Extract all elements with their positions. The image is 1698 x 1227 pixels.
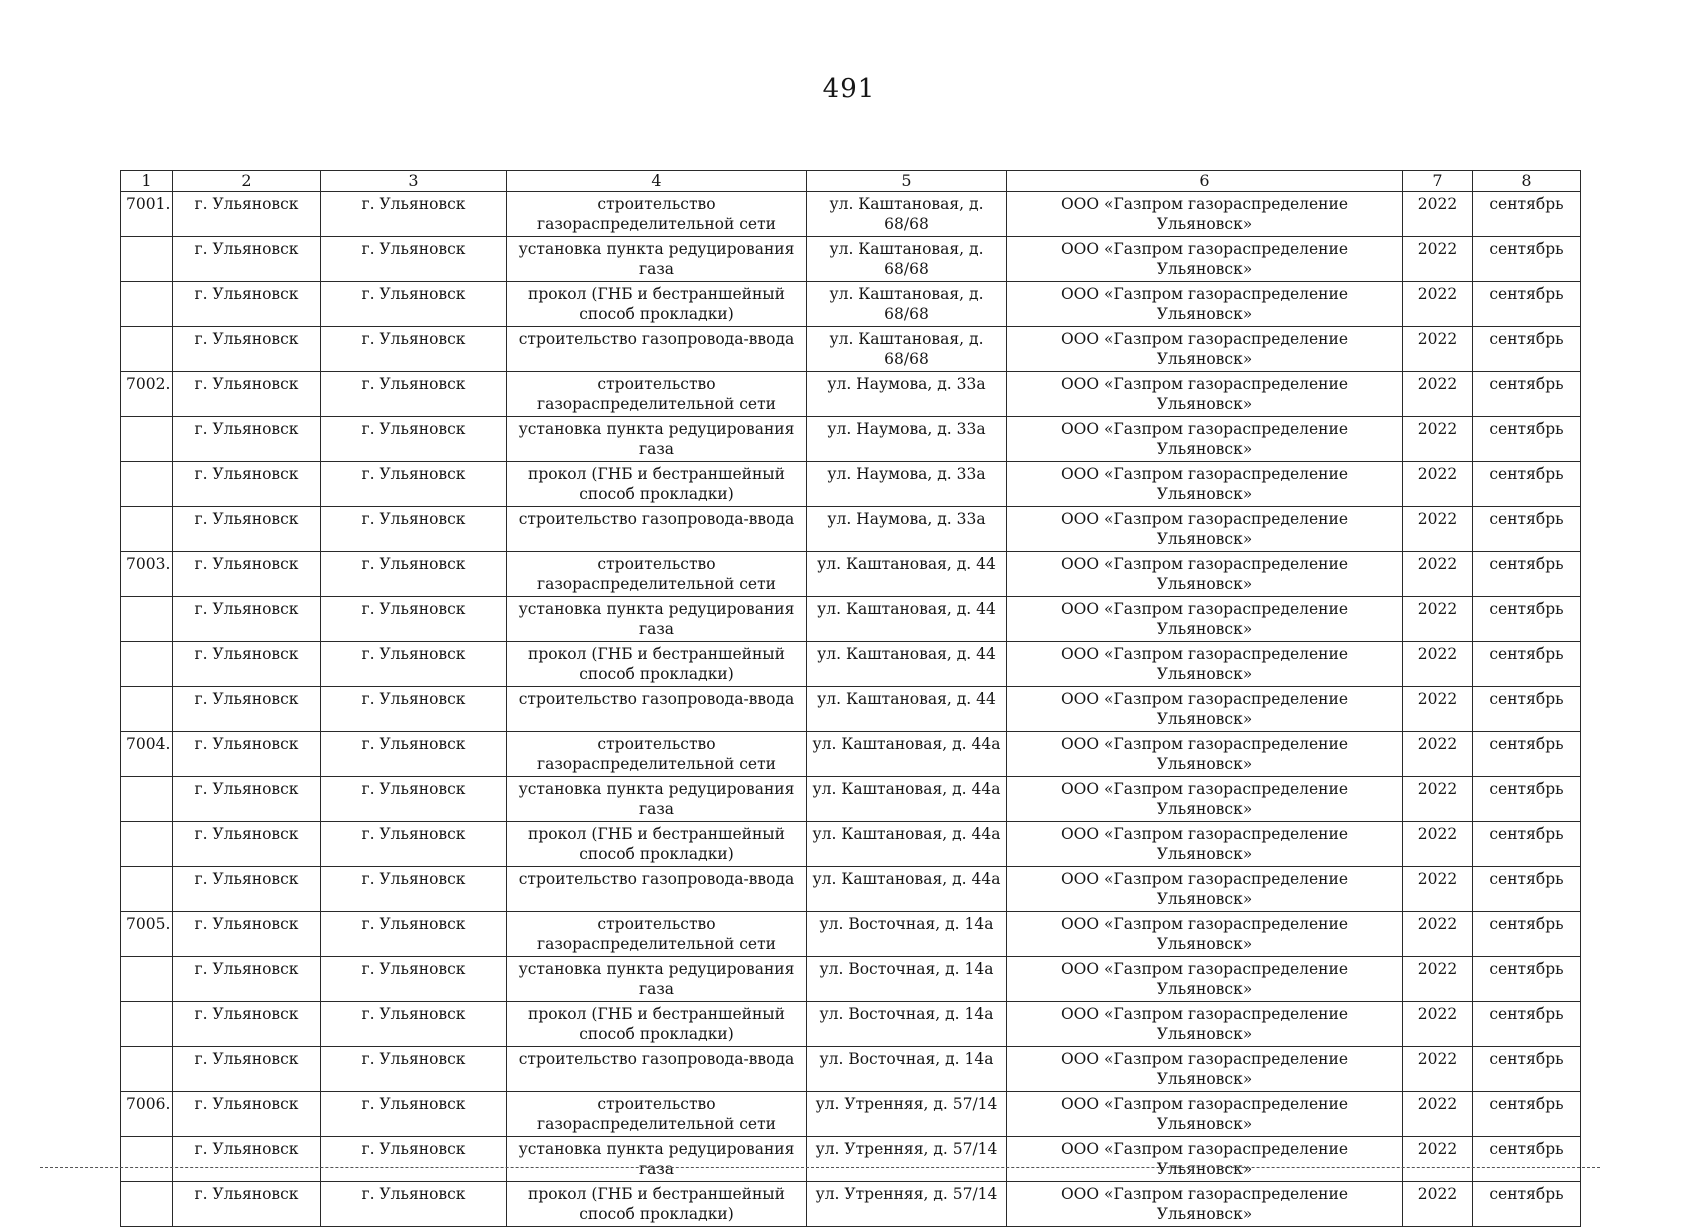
municipality-cell: г. Ульяновск [321, 822, 507, 867]
row-number [121, 687, 173, 732]
locality-cell: г. Ульяновск [173, 867, 321, 912]
row-number [121, 822, 173, 867]
municipality-cell: г. Ульяновск [321, 687, 507, 732]
table-row [121, 1182, 1581, 1227]
address-cell: ул. Каштановая, д. 44а [807, 777, 1007, 822]
organization-cell: ООО «Газпром газораспределение Ульяновск» [1007, 687, 1403, 732]
year-cell: 2022 [1403, 822, 1473, 867]
year-cell: 2022 [1403, 1047, 1473, 1092]
address-cell: ул. Восточная, д. 14а [807, 1002, 1007, 1047]
address-cell: ул. Утренняя, д. 57/14 [807, 1137, 1007, 1182]
month-cell: сентябрь [1473, 507, 1581, 552]
locality-cell: г. Ульяновск [173, 822, 321, 867]
year-cell: 2022 [1403, 372, 1473, 417]
month-cell: сентябрь [1473, 912, 1581, 957]
year-cell: 2022 [1403, 867, 1473, 912]
municipality-cell: г. Ульяновск [321, 957, 507, 1002]
organization-cell: ООО «Газпром газораспределение Ульяновск» [1007, 597, 1403, 642]
table-row [121, 867, 1581, 912]
work-type-cell: строительство газораспределительной сети [507, 1092, 807, 1137]
locality-cell: г. Ульяновск [173, 912, 321, 957]
year-cell: 2022 [1403, 597, 1473, 642]
locality-cell: г. Ульяновск [173, 777, 321, 822]
organization-cell: ООО «Газпром газораспределение Ульяновск» [1007, 1002, 1403, 1047]
municipality-cell: г. Ульяновск [321, 597, 507, 642]
row-number [121, 777, 173, 822]
row-number: 7006. [121, 1092, 173, 1137]
organization-cell: ООО «Газпром газораспределение Ульяновск» [1007, 912, 1403, 957]
month-cell: сентябрь [1473, 957, 1581, 1002]
locality-cell: г. Ульяновск [173, 552, 321, 597]
work-type-cell: строительство газораспределительной сети [507, 372, 807, 417]
row-number [121, 867, 173, 912]
locality-cell: г. Ульяновск [173, 1002, 321, 1047]
work-type-cell: прокол (ГНБ и бестраншейный способ прокладки) [507, 1002, 807, 1047]
address-cell: ул. Каштановая, д. 68/68 [807, 192, 1007, 237]
address-cell: ул. Каштановая, д. 44 [807, 597, 1007, 642]
table-row [121, 732, 1581, 777]
month-cell: сентябрь [1473, 1092, 1581, 1137]
page-bottom-rule [40, 1167, 1600, 1168]
table-row [121, 372, 1581, 417]
row-number [121, 597, 173, 642]
year-cell: 2022 [1403, 1092, 1473, 1137]
address-cell: ул. Наумова, д. 33а [807, 417, 1007, 462]
organization-cell: ООО «Газпром газораспределение Ульяновск» [1007, 327, 1403, 372]
locality-cell: г. Ульяновск [173, 417, 321, 462]
row-number [121, 417, 173, 462]
table-row [121, 912, 1581, 957]
table-row [121, 507, 1581, 552]
locality-cell: г. Ульяновск [173, 1047, 321, 1092]
work-type-cell: прокол (ГНБ и бестраншейный способ прокладки) [507, 462, 807, 507]
municipality-cell: г. Ульяновск [321, 507, 507, 552]
locality-cell: г. Ульяновск [173, 507, 321, 552]
address-cell: ул. Каштановая, д. 68/68 [807, 237, 1007, 282]
row-number: 7005. [121, 912, 173, 957]
organization-cell: ООО «Газпром газораспределение Ульяновск» [1007, 777, 1403, 822]
table-row [121, 822, 1581, 867]
month-cell: сентябрь [1473, 1047, 1581, 1092]
locality-cell: г. Ульяновск [173, 732, 321, 777]
municipality-cell: г. Ульяновск [321, 1092, 507, 1137]
work-type-cell: строительство газораспределительной сети [507, 912, 807, 957]
address-cell: ул. Восточная, д. 14а [807, 957, 1007, 1002]
locality-cell: г. Ульяновск [173, 1182, 321, 1227]
month-cell: сентябрь [1473, 732, 1581, 777]
municipality-cell: г. Ульяновск [321, 417, 507, 462]
row-number [121, 1182, 173, 1227]
table-row [121, 777, 1581, 822]
locality-cell: г. Ульяновск [173, 1137, 321, 1182]
organization-cell: ООО «Газпром газораспределение Ульяновск» [1007, 1137, 1403, 1182]
address-cell: ул. Наумова, д. 33а [807, 507, 1007, 552]
table-row [121, 462, 1581, 507]
column-header: 8 [1473, 171, 1581, 192]
organization-cell: ООО «Газпром газораспределение Ульяновск» [1007, 282, 1403, 327]
table-row [121, 597, 1581, 642]
municipality-cell: г. Ульяновск [321, 1047, 507, 1092]
year-cell: 2022 [1403, 1002, 1473, 1047]
work-type-cell: установка пункта редуцирования газа [507, 957, 807, 1002]
row-number: 7003. [121, 552, 173, 597]
month-cell: сентябрь [1473, 282, 1581, 327]
work-type-cell: строительство газопровода-ввода [507, 327, 807, 372]
work-type-cell: строительство газопровода-ввода [507, 687, 807, 732]
year-cell: 2022 [1403, 777, 1473, 822]
column-header: 6 [1007, 171, 1403, 192]
month-cell: сентябрь [1473, 417, 1581, 462]
year-cell: 2022 [1403, 192, 1473, 237]
municipality-cell: г. Ульяновск [321, 1002, 507, 1047]
row-number [121, 462, 173, 507]
address-cell: ул. Каштановая, д. 44а [807, 822, 1007, 867]
locality-cell: г. Ульяновск [173, 597, 321, 642]
row-number [121, 327, 173, 372]
address-cell: ул. Наумова, д. 33а [807, 372, 1007, 417]
year-cell: 2022 [1403, 687, 1473, 732]
column-header: 3 [321, 171, 507, 192]
organization-cell: ООО «Газпром газораспределение Ульяновск» [1007, 372, 1403, 417]
column-header: 7 [1403, 171, 1473, 192]
organization-cell: ООО «Газпром газораспределение Ульяновск» [1007, 552, 1403, 597]
work-type-cell: установка пункта редуцирования газа [507, 237, 807, 282]
work-type-cell: установка пункта редуцирования газа [507, 597, 807, 642]
year-cell: 2022 [1403, 282, 1473, 327]
table-body [121, 192, 1581, 1227]
address-cell: ул. Восточная, д. 14а [807, 1047, 1007, 1092]
locality-cell: г. Ульяновск [173, 372, 321, 417]
row-number: 7004. [121, 732, 173, 777]
work-type-cell: прокол (ГНБ и бестраншейный способ прокладки) [507, 282, 807, 327]
year-cell: 2022 [1403, 642, 1473, 687]
address-cell: ул. Каштановая, д. 44 [807, 552, 1007, 597]
month-cell: сентябрь [1473, 372, 1581, 417]
year-cell: 2022 [1403, 957, 1473, 1002]
month-cell: сентябрь [1473, 642, 1581, 687]
locality-cell: г. Ульяновск [173, 687, 321, 732]
month-cell: сентябрь [1473, 192, 1581, 237]
work-type-cell: прокол (ГНБ и бестраншейный способ прокладки) [507, 1182, 807, 1227]
municipality-cell: г. Ульяновск [321, 237, 507, 282]
column-header: 4 [507, 171, 807, 192]
municipality-cell: г. Ульяновск [321, 732, 507, 777]
row-number [121, 237, 173, 282]
municipality-cell: г. Ульяновск [321, 1182, 507, 1227]
organization-cell: ООО «Газпром газораспределение Ульяновск» [1007, 1047, 1403, 1092]
municipality-cell: г. Ульяновск [321, 912, 507, 957]
month-cell: сентябрь [1473, 597, 1581, 642]
month-cell: сентябрь [1473, 552, 1581, 597]
address-cell: ул. Утренняя, д. 57/14 [807, 1092, 1007, 1137]
column-header: 1 [121, 171, 173, 192]
work-type-cell: строительство газопровода-ввода [507, 507, 807, 552]
year-cell: 2022 [1403, 912, 1473, 957]
locality-cell: г. Ульяновск [173, 282, 321, 327]
month-cell: сентябрь [1473, 822, 1581, 867]
municipality-cell: г. Ульяновск [321, 867, 507, 912]
work-type-cell: установка пункта редуцирования газа [507, 1137, 807, 1182]
column-header: 2 [173, 171, 321, 192]
organization-cell: ООО «Газпром газораспределение Ульяновск» [1007, 867, 1403, 912]
organization-cell: ООО «Газпром газораспределение Ульяновск» [1007, 732, 1403, 777]
table-row [121, 642, 1581, 687]
table-row [121, 552, 1581, 597]
locality-cell: г. Ульяновск [173, 957, 321, 1002]
address-cell: ул. Наумова, д. 33а [807, 462, 1007, 507]
row-number [121, 1002, 173, 1047]
table-row [121, 192, 1581, 237]
column-header: 5 [807, 171, 1007, 192]
address-cell: ул. Восточная, д. 14а [807, 912, 1007, 957]
table-row [121, 1002, 1581, 1047]
organization-cell: ООО «Газпром газораспределение Ульяновск» [1007, 507, 1403, 552]
row-number [121, 1047, 173, 1092]
month-cell: сентябрь [1473, 327, 1581, 372]
organization-cell: ООО «Газпром газораспределение Ульяновск» [1007, 957, 1403, 1002]
row-number [121, 642, 173, 687]
work-type-cell: строительство газораспределительной сети [507, 192, 807, 237]
table-row [121, 957, 1581, 1002]
municipality-cell: г. Ульяновск [321, 552, 507, 597]
address-cell: ул. Каштановая, д. 44а [807, 732, 1007, 777]
work-type-cell: строительство газораспределительной сети [507, 552, 807, 597]
table-row [121, 1137, 1581, 1182]
work-type-cell: установка пункта редуцирования газа [507, 777, 807, 822]
table-row [121, 237, 1581, 282]
row-number [121, 957, 173, 1002]
organization-cell: ООО «Газпром газораспределение Ульяновск» [1007, 1092, 1403, 1137]
table-row [121, 687, 1581, 732]
work-type-cell: строительство газораспределительной сети [507, 732, 807, 777]
address-cell: ул. Каштановая, д. 68/68 [807, 282, 1007, 327]
work-type-cell: прокол (ГНБ и бестраншейный способ прокладки) [507, 822, 807, 867]
address-cell: ул. Утренняя, д. 57/14 [807, 1182, 1007, 1227]
organization-cell: ООО «Газпром газораспределение Ульяновск» [1007, 642, 1403, 687]
row-number [121, 282, 173, 327]
year-cell: 2022 [1403, 1137, 1473, 1182]
organization-cell: ООО «Газпром газораспределение Ульяновск» [1007, 1182, 1403, 1227]
locality-cell: г. Ульяновск [173, 327, 321, 372]
municipality-cell: г. Ульяновск [321, 192, 507, 237]
organization-cell: ООО «Газпром газораспределение Ульяновск» [1007, 237, 1403, 282]
month-cell: сентябрь [1473, 237, 1581, 282]
locality-cell: г. Ульяновск [173, 462, 321, 507]
month-cell: сентябрь [1473, 462, 1581, 507]
header-row [121, 171, 1581, 192]
work-type-cell: прокол (ГНБ и бестраншейный способ прокладки) [507, 642, 807, 687]
row-number [121, 1137, 173, 1182]
year-cell: 2022 [1403, 327, 1473, 372]
municipality-cell: г. Ульяновск [321, 282, 507, 327]
organization-cell: ООО «Газпром газораспределение Ульяновск» [1007, 417, 1403, 462]
row-number: 7001. [121, 192, 173, 237]
month-cell: сентябрь [1473, 1137, 1581, 1182]
table-row [121, 327, 1581, 372]
works-table [120, 170, 1581, 1227]
address-cell: ул. Каштановая, д. 44 [807, 687, 1007, 732]
municipality-cell: г. Ульяновск [321, 372, 507, 417]
municipality-cell: г. Ульяновск [321, 327, 507, 372]
year-cell: 2022 [1403, 237, 1473, 282]
month-cell: сентябрь [1473, 867, 1581, 912]
row-number [121, 507, 173, 552]
locality-cell: г. Ульяновск [173, 237, 321, 282]
locality-cell: г. Ульяновск [173, 1092, 321, 1137]
year-cell: 2022 [1403, 552, 1473, 597]
work-type-cell: строительство газопровода-ввода [507, 1047, 807, 1092]
table-row [121, 1047, 1581, 1092]
month-cell: сентябрь [1473, 1182, 1581, 1227]
month-cell: сентябрь [1473, 1002, 1581, 1047]
table-row [121, 282, 1581, 327]
address-cell: ул. Каштановая, д. 44а [807, 867, 1007, 912]
year-cell: 2022 [1403, 732, 1473, 777]
year-cell: 2022 [1403, 1182, 1473, 1227]
month-cell: сентябрь [1473, 687, 1581, 732]
municipality-cell: г. Ульяновск [321, 642, 507, 687]
work-type-cell: строительство газопровода-ввода [507, 867, 807, 912]
address-cell: ул. Каштановая, д. 44 [807, 642, 1007, 687]
page-number: 491 [822, 74, 876, 104]
organization-cell: ООО «Газпром газораспределение Ульяновск» [1007, 822, 1403, 867]
municipality-cell: г. Ульяновск [321, 462, 507, 507]
table-row [121, 1092, 1581, 1137]
year-cell: 2022 [1403, 462, 1473, 507]
organization-cell: ООО «Газпром газораспределение Ульяновск» [1007, 462, 1403, 507]
address-cell: ул. Каштановая, д. 68/68 [807, 327, 1007, 372]
municipality-cell: г. Ульяновск [321, 777, 507, 822]
year-cell: 2022 [1403, 417, 1473, 462]
row-number: 7002. [121, 372, 173, 417]
year-cell: 2022 [1403, 507, 1473, 552]
organization-cell: ООО «Газпром газораспределение Ульяновск» [1007, 192, 1403, 237]
month-cell: сентябрь [1473, 777, 1581, 822]
locality-cell: г. Ульяновск [173, 192, 321, 237]
table-row [121, 417, 1581, 462]
work-type-cell: установка пункта редуцирования газа [507, 417, 807, 462]
locality-cell: г. Ульяновск [173, 642, 321, 687]
municipality-cell: г. Ульяновск [321, 1137, 507, 1182]
